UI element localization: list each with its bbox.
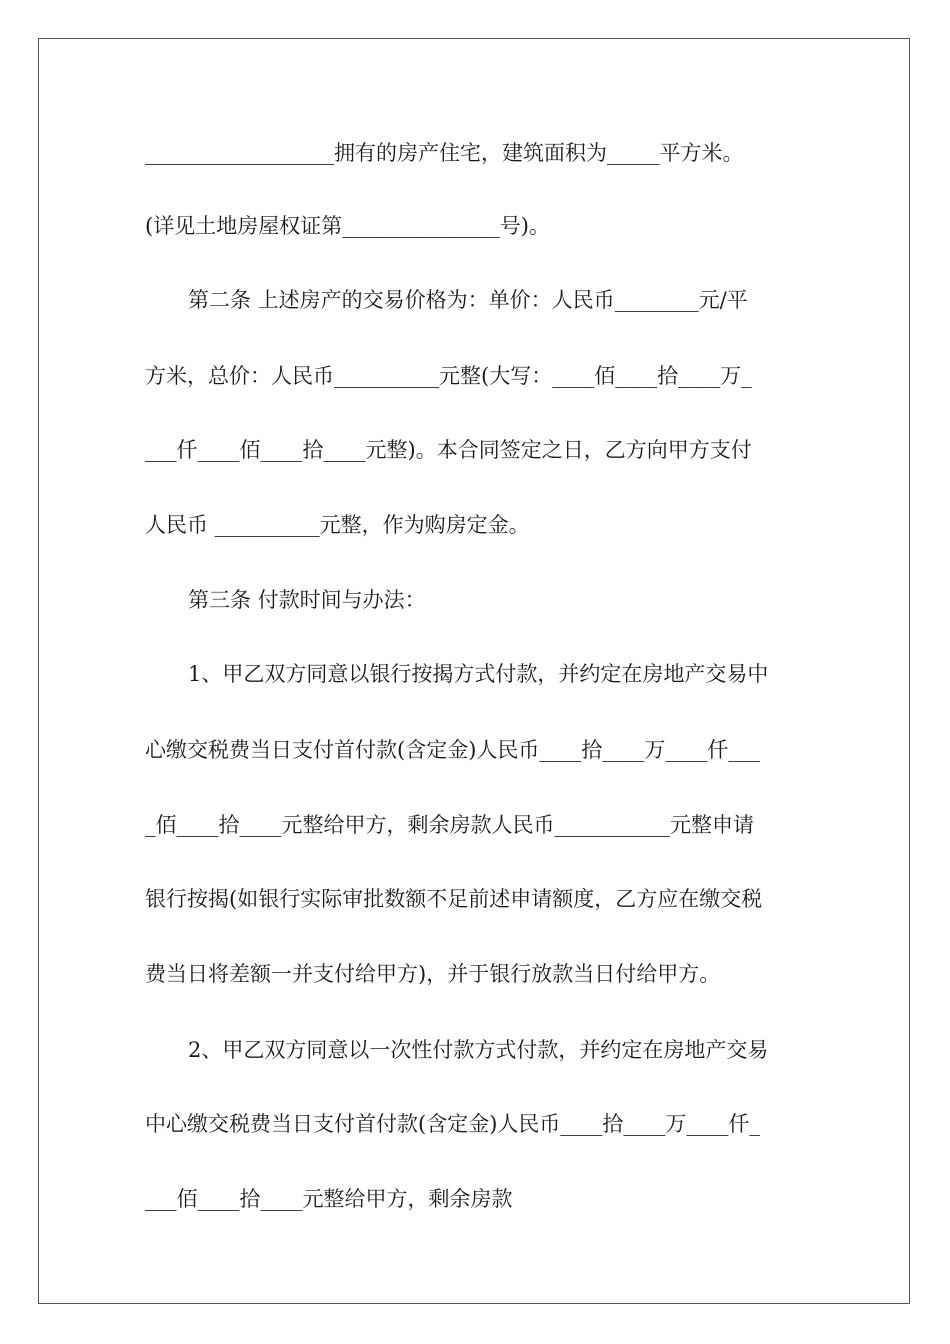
text-line-clause1-downpayment: 心缴交税费当日支付首付款(含定金)人民币____拾____万____仟___	[145, 738, 760, 762]
text-line-clause1-remaining: _佰____拾____元整给甲方，剩余房款人民币___________元整申请	[145, 813, 754, 837]
text-line-total-price: 方米，总价：人民币__________元整(大写：____佰____拾____万_	[145, 364, 752, 388]
text-line-clause2-start: 2、甲乙双方同意以一次性付款方式付款，并约定在房地产交易	[188, 1038, 769, 1062]
text-line-certificate: (详见土地房屋权证第_______________号)。	[145, 214, 550, 238]
text-line-clause1-mortgage: 银行按揭(如银行实际审批数额不足前述申请额度，乙方应在缴交税	[145, 887, 763, 911]
text-line-clause2-downpayment: 中心缴交税费当日支付首付款(含定金)人民币____拾____万____仟_	[145, 1112, 760, 1136]
text-line-clause2-remaining: ___佰____拾____元整给甲方，剩余房款	[145, 1187, 513, 1211]
text-line-article2-heading: 第二条 上述房产的交易价格为：单价：人民币________元/平	[188, 288, 748, 312]
text-line-clause1-start: 1、甲乙双方同意以银行按揭方式付款，并约定在房地产交易中	[188, 662, 769, 686]
text-line-article3-heading: 第三条 付款时间与办法：	[188, 588, 426, 612]
text-line-deposit-intro: ___仟____佰____拾____元整)。本合同签定之日，乙方向甲方支付	[145, 438, 752, 462]
text-line-clause1-end: 费当日将差额一并支付给甲方)，并于银行放款当日付给甲方。	[145, 962, 721, 986]
text-line-deposit: 人民币 __________元整，作为购房定金。	[145, 513, 530, 537]
text-line-property-area: __________________拥有的房产住宅，建筑面积为_____平方米。	[145, 141, 744, 165]
